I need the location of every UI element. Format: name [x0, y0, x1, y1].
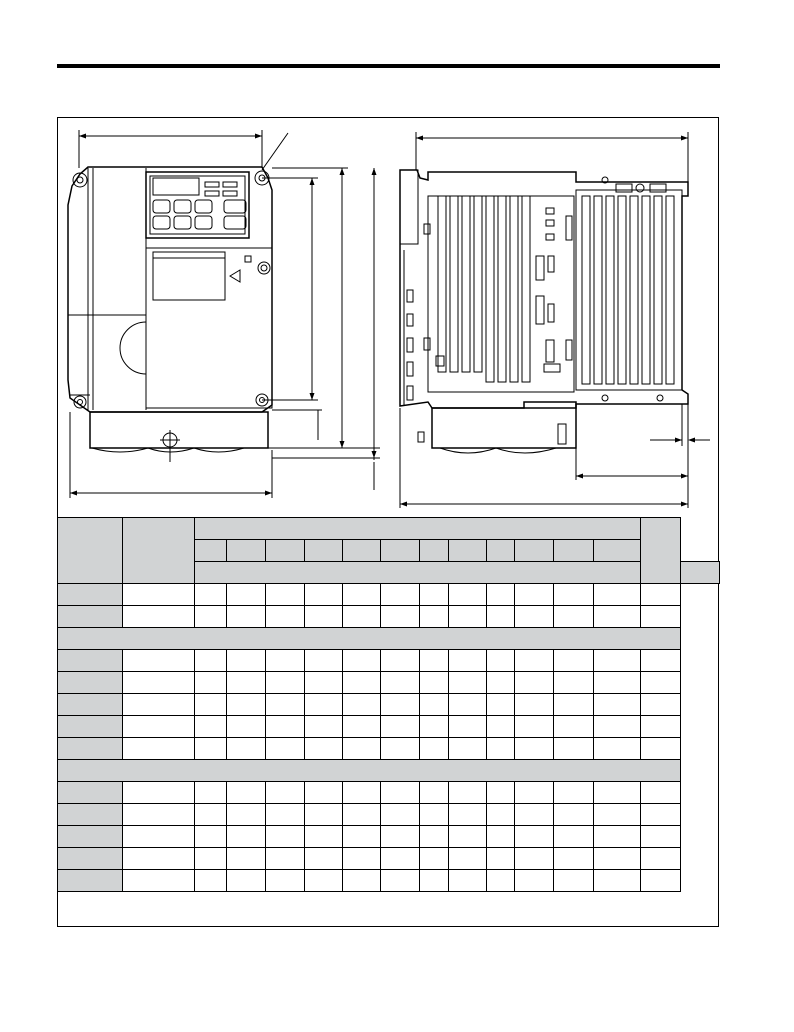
header-figure — [123, 518, 195, 584]
header-model — [58, 518, 123, 584]
side-view — [400, 132, 710, 508]
table-row — [58, 606, 720, 628]
table-row — [58, 650, 720, 672]
table-row — [58, 848, 720, 870]
table-header-row — [58, 518, 720, 540]
dimensions-table — [57, 517, 720, 892]
table-row — [58, 826, 720, 848]
table-row — [58, 804, 720, 826]
operator-keys — [153, 200, 246, 229]
table-section-header — [58, 628, 720, 650]
header-dimensions — [195, 518, 641, 540]
heatsink-fins-right — [582, 196, 674, 384]
heatsink-fins-left — [438, 196, 530, 382]
header-rule — [57, 64, 720, 68]
table-row — [58, 782, 720, 804]
table-row — [58, 672, 720, 694]
table-row — [58, 738, 720, 760]
table-section-header — [58, 760, 720, 782]
table-row — [58, 694, 720, 716]
dimension-drawing — [58, 118, 718, 516]
table-row — [58, 584, 720, 606]
front-view — [68, 130, 380, 498]
table-row — [58, 870, 720, 892]
table-row — [58, 716, 720, 738]
